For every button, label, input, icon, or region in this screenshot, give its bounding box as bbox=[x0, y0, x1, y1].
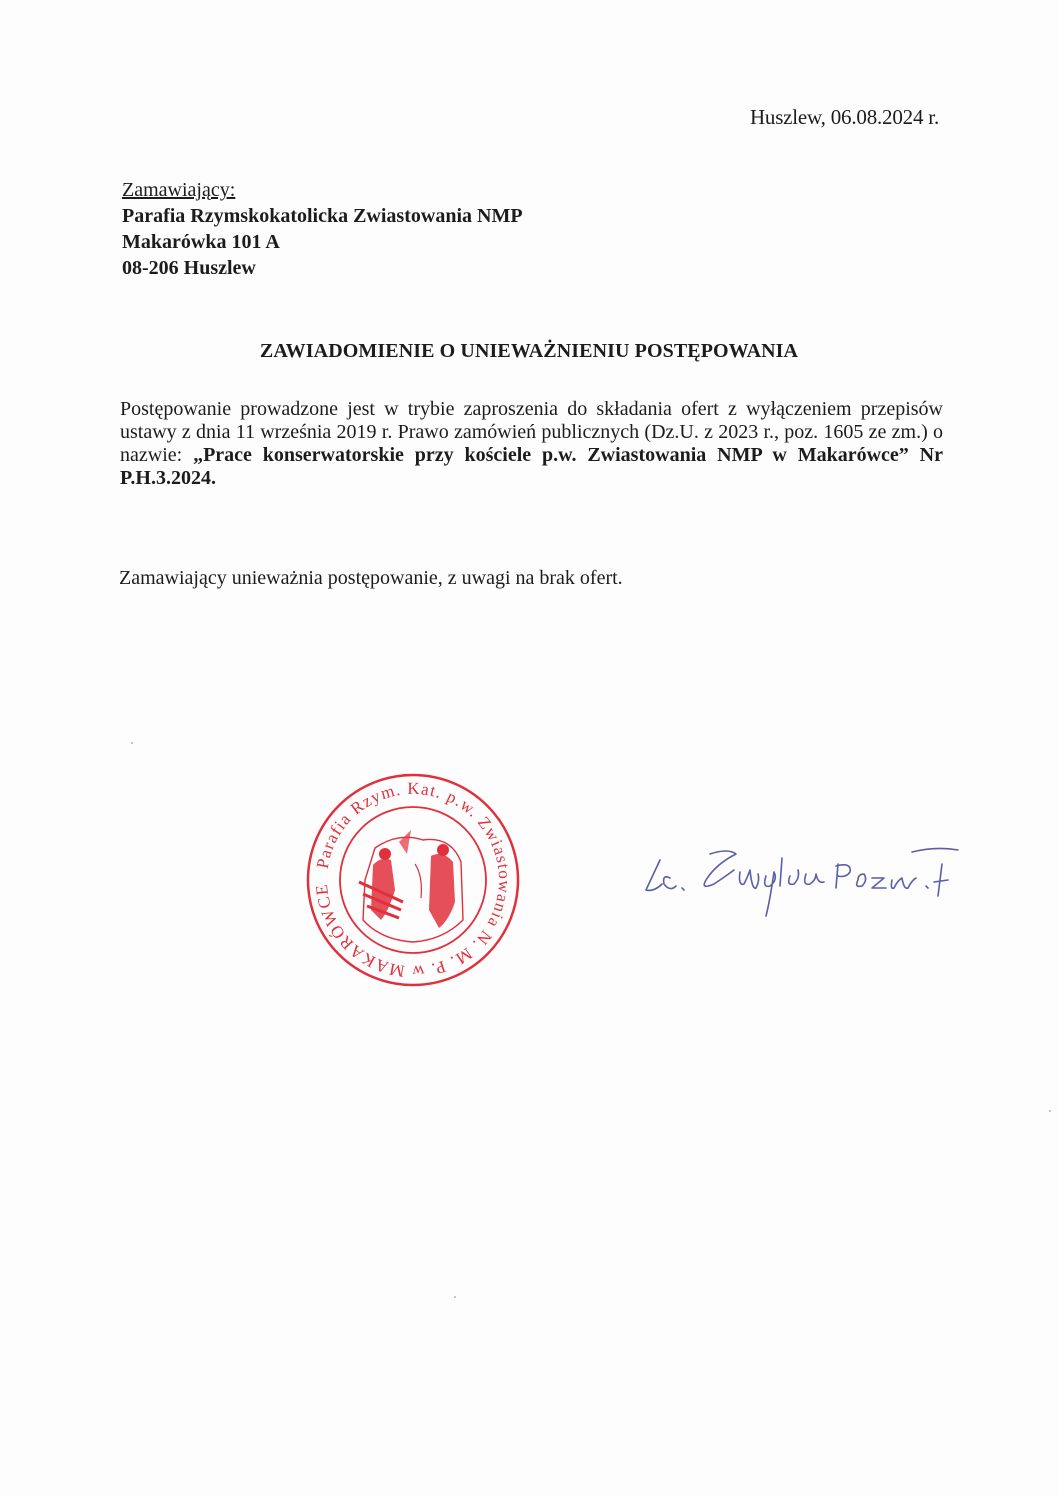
sender-street: Makarówka 101 A bbox=[122, 231, 280, 253]
procedure-name: „Prace konserwatorskie przy kościele p.w. Zwiastowania NMP w Makarówce” Nr P.H.3.2024. bbox=[120, 444, 944, 489]
sender-block bbox=[122, 177, 523, 281]
stamp-text: Parafia Rzym. Kat. p.w. Zwiastowania N. M. P. w MAKARÓWCE bbox=[311, 778, 515, 982]
scan-speck bbox=[131, 742, 133, 744]
sender-city: 08-206 Huszlew bbox=[122, 257, 256, 279]
body-intro: Postępowanie prowadzone jest w trybie zaproszenia do składania ofert z wyłączeniem przepisów ustawy z dnia 11 września 2019 r. Prawo zamówień publicznych (Dz.U. z 2023 r., poz. 1605 ze zm.) o nazwie: bbox=[120, 398, 943, 466]
body-paragraph bbox=[120, 398, 943, 490]
scan-speck bbox=[1049, 1110, 1051, 1112]
parish-stamp bbox=[303, 770, 523, 990]
scan-speck bbox=[454, 1296, 456, 1298]
handwritten-signature bbox=[640, 830, 970, 930]
place-date: Huszlew, 06.08.2024 r. bbox=[749, 105, 939, 129]
svg-text:Parafia Rzym. Kat. p.w. Zwiast bbox=[312, 779, 514, 981]
sender-label: Zamawiający: bbox=[122, 179, 236, 201]
stamp-emblem bbox=[359, 830, 463, 942]
document-title: ZAWIADOMIENIE O UNIEWAŻNIENIU POSTĘPOWANIA bbox=[259, 340, 799, 362]
decision-text: Zamawiający unieważnia postępowanie, z uwagi na brak ofert. bbox=[119, 567, 623, 589]
sender-name: Parafia Rzymskokatolicka Zwiastowania NMP bbox=[122, 205, 523, 227]
